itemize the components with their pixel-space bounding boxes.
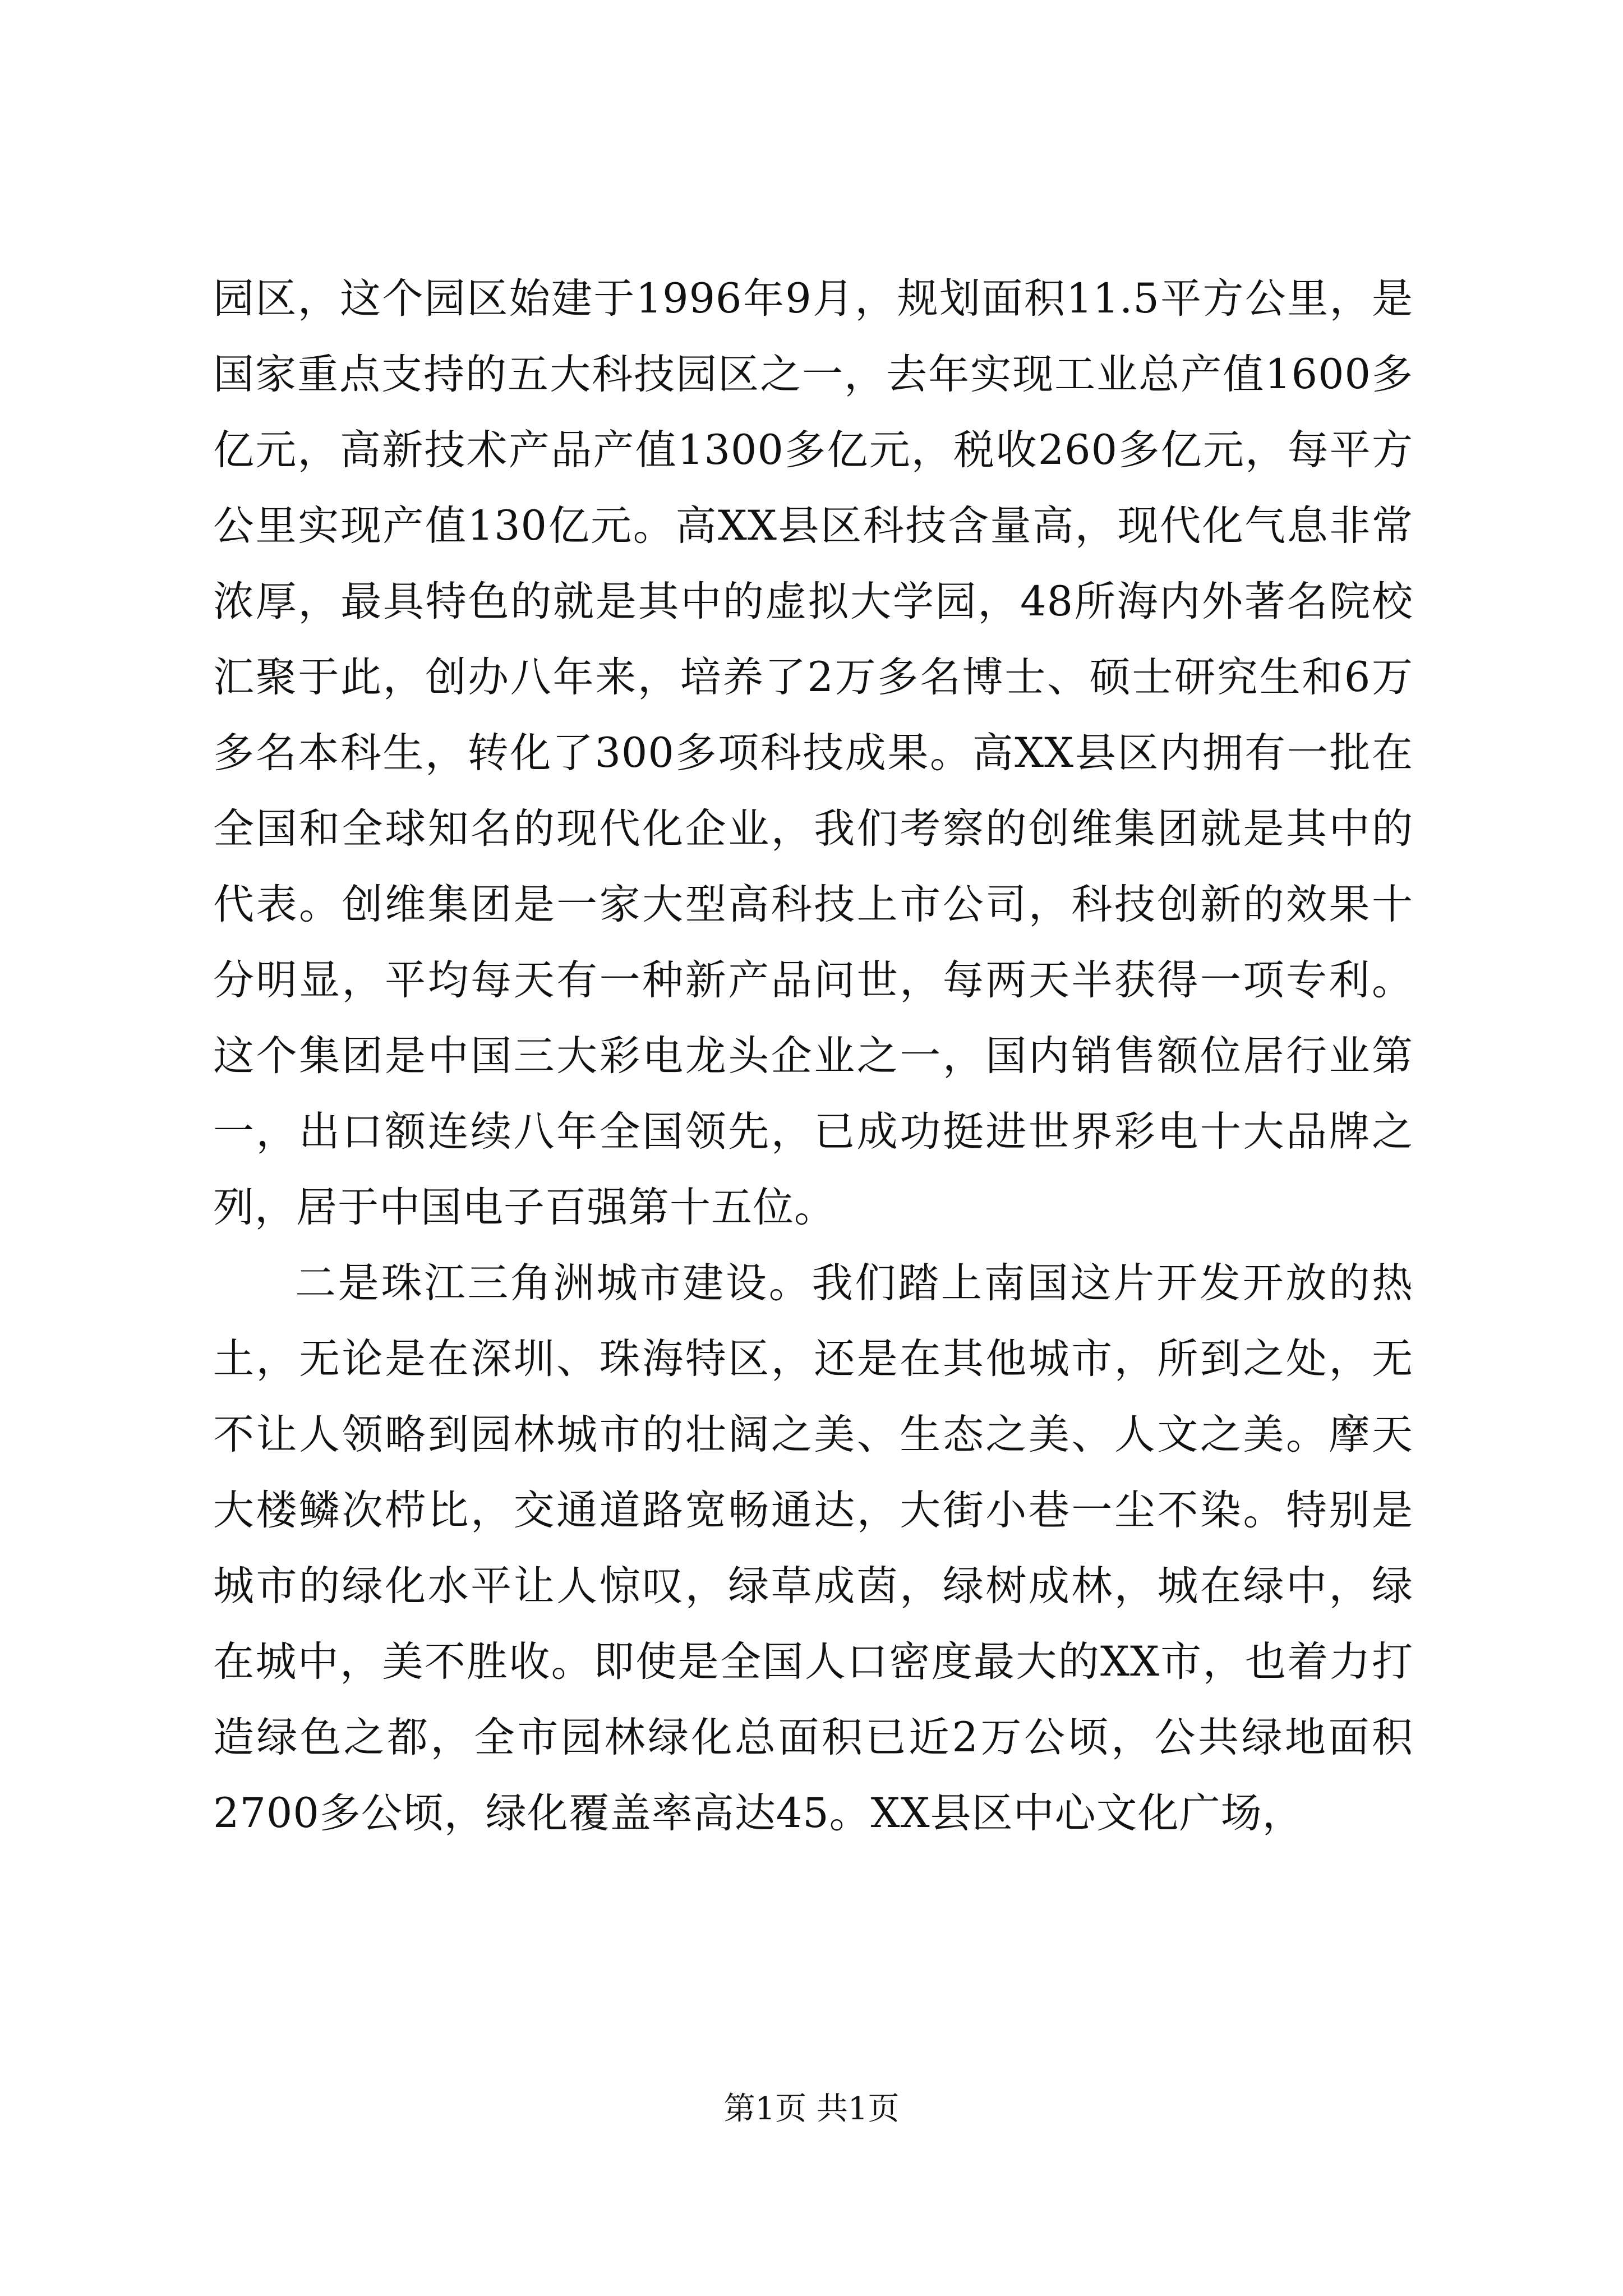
- document-body: [213, 261, 1413, 1851]
- paragraph-1: 园区，这个园区始建于1996年9月，规划面积11.5平方公里，是国家重点支持的五大科技园区之一，去年实现工业总产值1600多亿元，高新技术产品产值1300多亿元，税收260多亿元，每平方公里实现产值130亿元。高XX县区科技含量高，现代化气息非常浓厚，最具特色的就是其中的虚拟大学园，48所海内外著名院校汇聚于此，创办八年来，培养了2万多名博士、硕士研究生和6万多名本科生，转化了300多项科技成果。高XX县区内拥有一批在全国和全球知名的现代化企业，我们考察的创维集团就是其中的代表。创维集团是一家大型高科技上市公司，科技创新的效果十分明显，平均每天有一种新产品问世，每两天半获得一项专利。这个集团是中国三大彩电龙头企业之一，国内销售额位居行业第一，出口额连续八年全国领先，已成功挺进世界彩电十大品牌之列，居于中国电子百强第十五位。: [213, 275, 1413, 1231]
- page-footer: 第1页 共1页: [723, 2091, 900, 2127]
- paragraph-2: 二是珠江三角洲城市建设。我们踏上南国这片开发开放的热土，无论是在深圳、珠海特区，还是在其他城市，所到之处，无不让人领略到园林城市的壮阔之美、生态之美、人文之美。摩天大楼鳞次栉比，交通道路宽畅通达，大街小巷一尘不染。特别是城市的绿化水平让人惊叹，绿草成茵，绿树成林，城在绿中，绿在城中，美不胜收。即使是全国人口密度最大的XX市，也着力打造绿色之都，全市园林绿化总面积已近2万公顷，公共绿地面积2700多公顷，绿化覆盖率高达45。XX县区中心文化广场，: [213, 1259, 1413, 1837]
